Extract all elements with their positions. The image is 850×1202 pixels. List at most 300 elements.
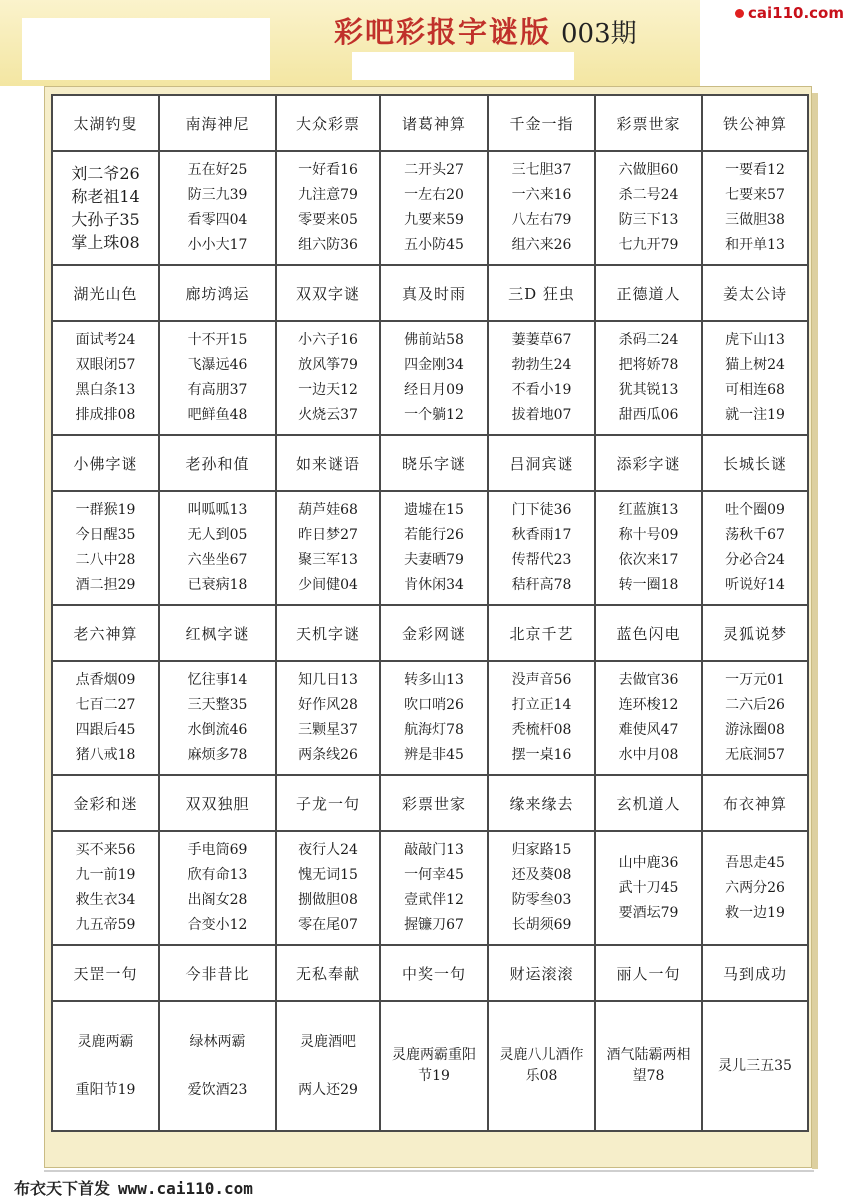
riddle-line: 还及葵08	[511, 867, 572, 883]
riddle-line: 葫芦娃68	[298, 502, 358, 518]
expert-name: 长城长谜	[703, 436, 807, 490]
header-row	[53, 606, 807, 660]
riddle-line: 把将娇78	[618, 357, 679, 373]
riddle-lines	[725, 328, 785, 428]
riddle-cell	[489, 152, 594, 264]
riddle-cell	[489, 492, 594, 604]
riddle-line: 无人到05	[187, 527, 248, 543]
riddle-cell	[53, 492, 158, 604]
riddle-lines	[725, 158, 785, 258]
riddle-row	[53, 492, 807, 604]
riddle-cell	[489, 832, 594, 944]
riddle-line: 五小防45	[404, 237, 464, 253]
riddle-line: 好作风28	[298, 697, 358, 713]
riddle-line: 防零叁03	[511, 892, 572, 908]
riddle-line: 有高朋37	[187, 382, 248, 398]
riddle-lines	[188, 158, 248, 258]
riddle-lines	[512, 498, 572, 598]
riddle-line: 知几日13	[298, 672, 358, 688]
riddle-cell	[381, 662, 487, 774]
riddle-line: 拔着地07	[511, 407, 572, 423]
expert-name: 吕洞宾谜	[489, 436, 594, 490]
site-url-top: cai110.com	[748, 4, 844, 22]
riddle-line: 秃梳杆08	[511, 722, 572, 738]
riddle-line: 遗墟在15	[404, 502, 464, 518]
expert-name: 彩票世家	[381, 776, 487, 830]
riddle-line: 和开单13	[725, 237, 785, 253]
riddle-line: 三七胆37	[511, 162, 572, 178]
riddle-line: 一群猴19	[75, 502, 136, 518]
riddle-line: 灵鹿两霸	[77, 1034, 134, 1050]
riddle-cell	[160, 662, 275, 774]
riddle-line: 传帮代23	[511, 552, 572, 568]
riddle-line: 敲敲门13	[404, 842, 464, 858]
riddle-lines	[188, 328, 248, 428]
riddle-line: 灵鹿酒吧	[299, 1034, 356, 1050]
expert-name: 铁公神算	[703, 96, 807, 150]
expert-name: 无私奉献	[277, 946, 379, 1000]
riddle-line: 灵鹿八儿酒作乐08	[499, 1047, 584, 1084]
riddle-line: 犹其锐13	[618, 382, 679, 398]
riddle-line: 十不开15	[187, 332, 248, 348]
riddle-table	[51, 94, 809, 1132]
riddle-line: 零在尾07	[298, 917, 358, 933]
riddle-line: 今日醒35	[75, 527, 136, 543]
riddle-cell	[53, 152, 158, 264]
riddle-line: 双眼闭57	[75, 357, 136, 373]
riddle-cell	[277, 662, 379, 774]
expert-name: 丽人一句	[596, 946, 701, 1000]
riddle-lines	[76, 498, 136, 598]
riddle-lines	[512, 158, 572, 258]
riddle-row	[53, 322, 807, 434]
riddle-line: 看零四04	[187, 212, 248, 228]
riddle-cell	[277, 152, 379, 264]
riddle-line: 酒气陆霸两相望78	[606, 1047, 691, 1084]
riddle-line: 出阁女28	[187, 892, 248, 908]
riddle-line: 虎下山13	[725, 332, 785, 348]
riddle-lines	[596, 1045, 701, 1087]
footer-url[interactable]: www.cai110.com	[118, 1179, 253, 1198]
expert-name: 南海神尼	[160, 96, 275, 150]
footer-text: 布衣天下首发	[14, 1179, 111, 1198]
header-row	[53, 946, 807, 1000]
page-title	[334, 12, 637, 52]
riddle-line: 叫呱呱13	[187, 502, 248, 518]
riddle-line: 山中鹿36	[618, 854, 679, 871]
riddle-cell	[596, 322, 701, 434]
riddle-lines	[512, 838, 572, 938]
riddle-line: 六两分26	[725, 879, 785, 896]
expert-name: 双双字谜	[277, 266, 379, 320]
riddle-line: 七百二27	[75, 697, 136, 713]
riddle-lines	[298, 838, 358, 938]
riddle-line: 五在好25	[187, 162, 248, 178]
riddle-line: 六做胆60	[618, 162, 679, 178]
riddle-line: 三颗星37	[298, 722, 358, 738]
riddle-line: 飞瀑远46	[187, 357, 248, 373]
riddle-line: 无底洞57	[725, 747, 785, 763]
expert-name: 老六神算	[53, 606, 158, 660]
riddle-cell	[53, 832, 158, 944]
expert-name: 今非昔比	[160, 946, 275, 1000]
riddle-line: 难使风47	[618, 722, 679, 738]
riddle-lines	[76, 328, 136, 428]
expert-name: 双双独胆	[160, 776, 275, 830]
redaction-box	[22, 18, 270, 80]
riddle-line: 红蓝旗13	[618, 502, 679, 518]
expert-name: 金彩和迷	[53, 776, 158, 830]
header-row	[53, 436, 807, 490]
riddle-line: 面试考24	[75, 332, 136, 348]
riddle-line: 少间健04	[298, 577, 358, 593]
riddle-line: 夜行人24	[298, 842, 358, 858]
riddle-line: 吧鲜鱼48	[187, 407, 248, 423]
riddle-line: 救生衣34	[75, 892, 136, 908]
riddle-line: 归家路15	[511, 842, 572, 858]
riddle-lines	[188, 498, 248, 598]
riddle-line: 二六后26	[725, 697, 785, 713]
riddle-line: 黑白条13	[75, 382, 136, 398]
footer	[14, 1177, 253, 1201]
riddle-cell	[53, 1002, 158, 1130]
riddle-line: 吐个圈09	[725, 502, 785, 518]
riddle-cell	[381, 152, 487, 264]
riddle-line: 两条线26	[298, 747, 358, 763]
expert-name: 千金一指	[489, 96, 594, 150]
riddle-line: 七要来57	[725, 187, 785, 203]
riddle-lines	[188, 838, 248, 938]
riddle-cell	[381, 492, 487, 604]
riddle-line: 一边天12	[298, 382, 358, 398]
expert-name: 财运滚滚	[489, 946, 594, 1000]
riddle-line: 转多山13	[404, 672, 464, 688]
expert-name: 子龙一句	[277, 776, 379, 830]
riddle-line: 称十号09	[618, 527, 679, 543]
riddle-line: 组六防36	[298, 237, 358, 253]
riddle-lines	[404, 158, 464, 258]
riddle-line: 重阳节19	[75, 1082, 136, 1098]
riddle-line: 连环梭12	[618, 697, 679, 713]
riddle-line: 刘二爷26	[71, 164, 140, 183]
expert-name: 金彩网谜	[381, 606, 487, 660]
riddle-lines	[725, 498, 785, 598]
riddle-cell	[596, 152, 701, 264]
expert-name: 彩票世家	[596, 96, 701, 150]
riddle-line: 杀二号24	[618, 187, 679, 203]
riddle-line: 昨日梦27	[298, 527, 358, 543]
riddle-line: 欣有命13	[187, 867, 248, 883]
divider	[44, 1170, 814, 1172]
riddle-line: 秋香雨17	[511, 527, 572, 543]
riddle-line: 水倒流46	[187, 722, 248, 738]
riddle-cell	[596, 662, 701, 774]
riddle-cell	[381, 832, 487, 944]
riddle-line: 门下徒36	[511, 502, 572, 518]
riddle-line: 一六来16	[511, 187, 572, 203]
riddle-cell	[489, 1002, 594, 1130]
expert-name: 蓝色闪电	[596, 606, 701, 660]
riddle-cell	[703, 492, 807, 604]
riddle-row	[53, 662, 807, 774]
riddle-cell	[489, 662, 594, 774]
riddle-line: 荡秋千67	[725, 527, 785, 543]
riddle-line: 吾思走45	[725, 854, 785, 871]
riddle-line: 小六子16	[298, 332, 358, 348]
riddle-lines	[489, 1045, 594, 1087]
header-row	[53, 776, 807, 830]
riddle-line: 去做官36	[618, 672, 679, 688]
riddle-line: 肯休闲34	[404, 577, 464, 593]
site-dot-icon	[735, 9, 744, 18]
riddle-line: 防三九39	[187, 187, 248, 203]
riddle-lines	[298, 328, 358, 428]
riddle-sheet	[44, 86, 812, 1168]
riddle-line: 秸秆高78	[511, 577, 572, 593]
riddle-cell	[277, 1002, 379, 1130]
riddle-lines	[71, 162, 139, 254]
expert-name: 中奖一句	[381, 946, 487, 1000]
redaction-box	[352, 52, 574, 80]
riddle-line: 四金刚34	[404, 357, 464, 373]
riddle-line: 六坐坐67	[187, 552, 248, 568]
riddle-line: 掌上珠08	[71, 233, 140, 252]
riddle-line: 没声音56	[511, 672, 572, 688]
riddle-line: 忆往事14	[187, 672, 248, 688]
expert-name: 真及时雨	[381, 266, 487, 320]
riddle-line: 摆一桌16	[511, 747, 572, 763]
riddle-lines	[619, 668, 679, 768]
riddle-cell	[703, 832, 807, 944]
riddle-line: 航海灯78	[404, 722, 464, 738]
riddle-line: 勃勃生24	[511, 357, 572, 373]
title-text: 彩吧彩报字谜版	[334, 15, 552, 49]
riddle-line: 辨是非45	[404, 747, 464, 763]
riddle-lines	[76, 1018, 136, 1114]
riddle-line: 一要看12	[725, 162, 785, 178]
issue-number: 003期	[561, 19, 637, 49]
riddle-lines	[512, 668, 572, 768]
riddle-line: 买不来56	[75, 842, 136, 858]
riddle-lines	[725, 668, 785, 768]
riddle-line: 灵儿三五35	[718, 1058, 792, 1074]
riddle-line: 水中月08	[618, 747, 679, 763]
riddle-line: 绿林两霸	[189, 1034, 246, 1050]
riddle-lines	[298, 158, 358, 258]
riddle-lines	[712, 1056, 798, 1077]
riddle-cell	[160, 152, 275, 264]
riddle-lines	[188, 668, 248, 768]
riddle-cell	[160, 322, 275, 434]
expert-name: 玄机道人	[596, 776, 701, 830]
riddle-line: 火烧云37	[298, 407, 358, 423]
riddle-line: 转一圈18	[618, 577, 679, 593]
riddle-line: 愧无词15	[298, 867, 358, 883]
riddle-line: 七九开79	[618, 237, 679, 253]
riddle-line: 猫上树24	[725, 357, 785, 373]
riddle-cell	[160, 492, 275, 604]
riddle-lines	[76, 668, 136, 768]
expert-name: 灵狐说梦	[703, 606, 807, 660]
riddle-row	[53, 832, 807, 944]
expert-name: 廊坊鸿运	[160, 266, 275, 320]
riddle-line: 不看小19	[511, 382, 572, 398]
riddle-cell	[277, 492, 379, 604]
riddle-line: 九要来59	[404, 212, 464, 228]
riddle-cell	[381, 1002, 487, 1130]
riddle-line: 吹口哨26	[404, 697, 464, 713]
riddle-line: 夫妻晒79	[404, 552, 464, 568]
expert-name: 小佛字谜	[53, 436, 158, 490]
riddle-cell	[381, 322, 487, 434]
riddle-line: 点香烟09	[75, 672, 136, 688]
site-badge[interactable]	[735, 2, 844, 24]
riddle-line: 一何幸45	[404, 867, 464, 883]
riddle-line: 一万元01	[725, 672, 785, 688]
riddle-line: 九一前19	[75, 867, 136, 883]
expert-name: 红枫字谜	[160, 606, 275, 660]
riddle-lines	[512, 328, 572, 428]
riddle-line: 排成排08	[75, 407, 136, 423]
riddle-line: 一左右20	[404, 187, 464, 203]
riddle-cell	[703, 1002, 807, 1130]
riddle-line: 两人还29	[298, 1082, 358, 1098]
riddle-cell	[703, 322, 807, 434]
riddle-line: 爱饮酒23	[187, 1082, 248, 1098]
riddle-line: 聚三军13	[298, 552, 358, 568]
riddle-line: 萋萋草67	[511, 332, 572, 348]
riddle-cell	[277, 832, 379, 944]
expert-name: 如来谜语	[277, 436, 379, 490]
riddle-line: 二八中28	[75, 552, 136, 568]
riddle-line: 防三下13	[618, 212, 679, 228]
riddle-line: 杀码二24	[618, 332, 679, 348]
riddle-cell	[160, 1002, 275, 1130]
riddle-line: 听说好14	[725, 577, 785, 593]
riddle-line: 大孙子35	[71, 210, 140, 229]
riddle-line: 放风筝79	[298, 357, 358, 373]
riddle-line: 合变小12	[187, 917, 248, 933]
riddle-line: 九五帝59	[75, 917, 136, 933]
riddle-line: 就一注19	[725, 407, 785, 423]
riddle-lines	[404, 498, 464, 598]
riddle-line: 猪八戒18	[75, 747, 136, 763]
riddle-line: 长胡须69	[511, 917, 572, 933]
riddle-line: 要酒坛79	[618, 904, 679, 921]
riddle-lines	[298, 668, 358, 768]
riddle-lines	[619, 851, 679, 926]
riddle-cell	[596, 492, 701, 604]
riddle-line: 零要来05	[298, 212, 358, 228]
riddle-line: 三天整35	[187, 697, 248, 713]
riddle-line: 救一边19	[725, 904, 785, 921]
riddle-line: 游泳圈08	[725, 722, 785, 738]
riddle-lines	[76, 838, 136, 938]
riddle-line: 二开头27	[404, 162, 464, 178]
riddle-line: 打立正14	[511, 697, 572, 713]
riddle-line: 捌做胆08	[298, 892, 358, 908]
riddle-lines	[381, 1045, 487, 1087]
riddle-line: 武十刀45	[618, 879, 679, 896]
riddle-line: 一好看16	[298, 162, 358, 178]
riddle-line: 称老祖14	[71, 187, 140, 206]
riddle-line: 九注意79	[298, 187, 358, 203]
riddle-line: 可相连68	[725, 382, 785, 398]
expert-name: 老孙和值	[160, 436, 275, 490]
riddle-cell	[703, 662, 807, 774]
riddle-lines	[298, 1018, 358, 1114]
expert-name: 姜太公诗	[703, 266, 807, 320]
riddle-row	[53, 1002, 807, 1130]
expert-name: 晓乐字谜	[381, 436, 487, 490]
expert-name: 马到成功	[703, 946, 807, 1000]
riddle-lines	[619, 328, 679, 428]
riddle-cell	[489, 322, 594, 434]
riddle-line: 分必合24	[725, 552, 785, 568]
riddle-lines	[619, 498, 679, 598]
riddle-line: 若能行26	[404, 527, 464, 543]
riddle-line: 经日月09	[404, 382, 464, 398]
riddle-cell	[596, 832, 701, 944]
header-row	[53, 96, 807, 150]
riddle-cell	[53, 662, 158, 774]
riddle-line: 一个躺12	[404, 407, 464, 423]
riddle-lines	[619, 158, 679, 258]
riddle-lines	[725, 851, 785, 926]
riddle-line: 甜西瓜06	[618, 407, 679, 423]
riddle-lines	[298, 498, 358, 598]
riddle-cell	[703, 152, 807, 264]
expert-name: 诸葛神算	[381, 96, 487, 150]
riddle-line: 握镰刀67	[404, 917, 464, 933]
riddle-line: 佛前站58	[404, 332, 464, 348]
riddle-line: 依次来17	[618, 552, 679, 568]
expert-name: 大众彩票	[277, 96, 379, 150]
expert-name: 天机字谜	[277, 606, 379, 660]
riddle-line: 八左右79	[511, 212, 572, 228]
expert-name: 天罡一句	[53, 946, 158, 1000]
header-row	[53, 266, 807, 320]
riddle-lines	[404, 668, 464, 768]
riddle-line: 麻烦多78	[187, 747, 248, 763]
expert-name: 北京千艺	[489, 606, 594, 660]
riddle-line: 四跟后45	[75, 722, 136, 738]
riddle-line: 壹貮伴12	[404, 892, 464, 908]
riddle-lines	[404, 328, 464, 428]
expert-name: 缘来缘去	[489, 776, 594, 830]
riddle-cell	[596, 1002, 701, 1130]
expert-name: 太湖钓叟	[53, 96, 158, 150]
expert-name: 三D 狂虫	[489, 266, 594, 320]
riddle-line: 灵鹿两霸重阳节19	[392, 1047, 476, 1084]
riddle-cell	[53, 322, 158, 434]
riddle-line: 组六来26	[511, 237, 572, 253]
riddle-line: 小小大17	[187, 237, 248, 253]
expert-name: 湖光山色	[53, 266, 158, 320]
riddle-line: 已衰病18	[187, 577, 248, 593]
riddle-row	[53, 152, 807, 264]
riddle-cell	[160, 832, 275, 944]
riddle-cell	[277, 322, 379, 434]
riddle-lines	[188, 1018, 248, 1114]
riddle-line: 三做胆38	[725, 212, 785, 228]
expert-name: 添彩字谜	[596, 436, 701, 490]
expert-name: 布衣神算	[703, 776, 807, 830]
riddle-lines	[404, 838, 464, 938]
riddle-line: 酒二担29	[75, 577, 136, 593]
expert-name: 正德道人	[596, 266, 701, 320]
riddle-line: 手电筒69	[187, 842, 248, 858]
